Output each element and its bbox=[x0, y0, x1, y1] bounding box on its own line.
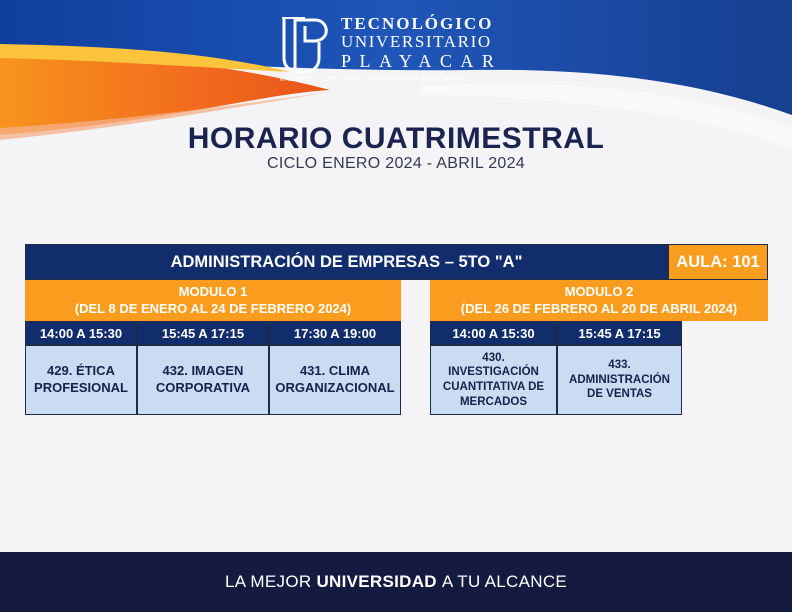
module-1-time-1: 14:00 A 15:30 bbox=[25, 321, 137, 345]
footer-text-2: A TU ALCANCE bbox=[441, 572, 568, 591]
logo-line-3: PLAYACAR bbox=[341, 51, 503, 71]
footer-text-1: LA MEJOR bbox=[224, 572, 312, 591]
utp-monogram-icon bbox=[281, 14, 335, 74]
logo-line-1: TECNOLÓGICO bbox=[341, 14, 494, 33]
logo-tagline: VALORES · CULTURA · VANGUARDIA EDUCATIVA bbox=[279, 74, 467, 83]
module-2-name: MODULO 2 bbox=[564, 284, 634, 300]
module-2-range: (DEL 26 DE FEBRERO AL 20 DE ABRIL 2024) bbox=[460, 300, 738, 316]
module-1-header bbox=[25, 280, 401, 321]
module-1-subject-2: 432. IMAGEN CORPORATIVA bbox=[137, 345, 269, 415]
module-1-time-3: 17:30 A 19:00 bbox=[269, 321, 401, 345]
module-1-subject-1: 429. ÉTICA PROFESIONAL bbox=[25, 345, 137, 415]
page-title: HORARIO CUATRIMESTRAL bbox=[187, 122, 605, 155]
module-2-subject-1: 430. INVESTIGACIÓN CUANTITATIVA DE MERCADOS bbox=[430, 345, 557, 415]
module-2-subject-2: 433. ADMINISTRACIÓN DE VENTAS bbox=[557, 345, 682, 415]
module-1-time-2: 15:45 A 17:15 bbox=[137, 321, 269, 345]
module-1-subject-3: 431. CLIMA ORGANIZACIONAL bbox=[269, 345, 401, 415]
page-subtitle: CICLO ENERO 2024 - ABRIL 2024 bbox=[266, 155, 525, 172]
aula-badge: AULA: 101 bbox=[668, 244, 768, 280]
module-2-header bbox=[430, 280, 768, 321]
footer-banner bbox=[0, 552, 792, 612]
career-header: ADMINISTRACIÓN DE EMPRESAS – 5TO "A" bbox=[25, 244, 668, 280]
module-1-name: MODULO 1 bbox=[178, 284, 248, 300]
module-2-time-2: 15:45 A 17:15 bbox=[557, 321, 682, 345]
module-2-time-1: 14:00 A 15:30 bbox=[430, 321, 557, 345]
footer-emphasis: UNIVERSIDAD bbox=[316, 572, 437, 591]
logo-line-2: UNIVERSITARIO bbox=[341, 32, 492, 51]
module-1-range: (DEL 8 DE ENERO AL 24 DE FEBRERO 2024) bbox=[74, 300, 352, 316]
university-logo bbox=[281, 14, 511, 88]
